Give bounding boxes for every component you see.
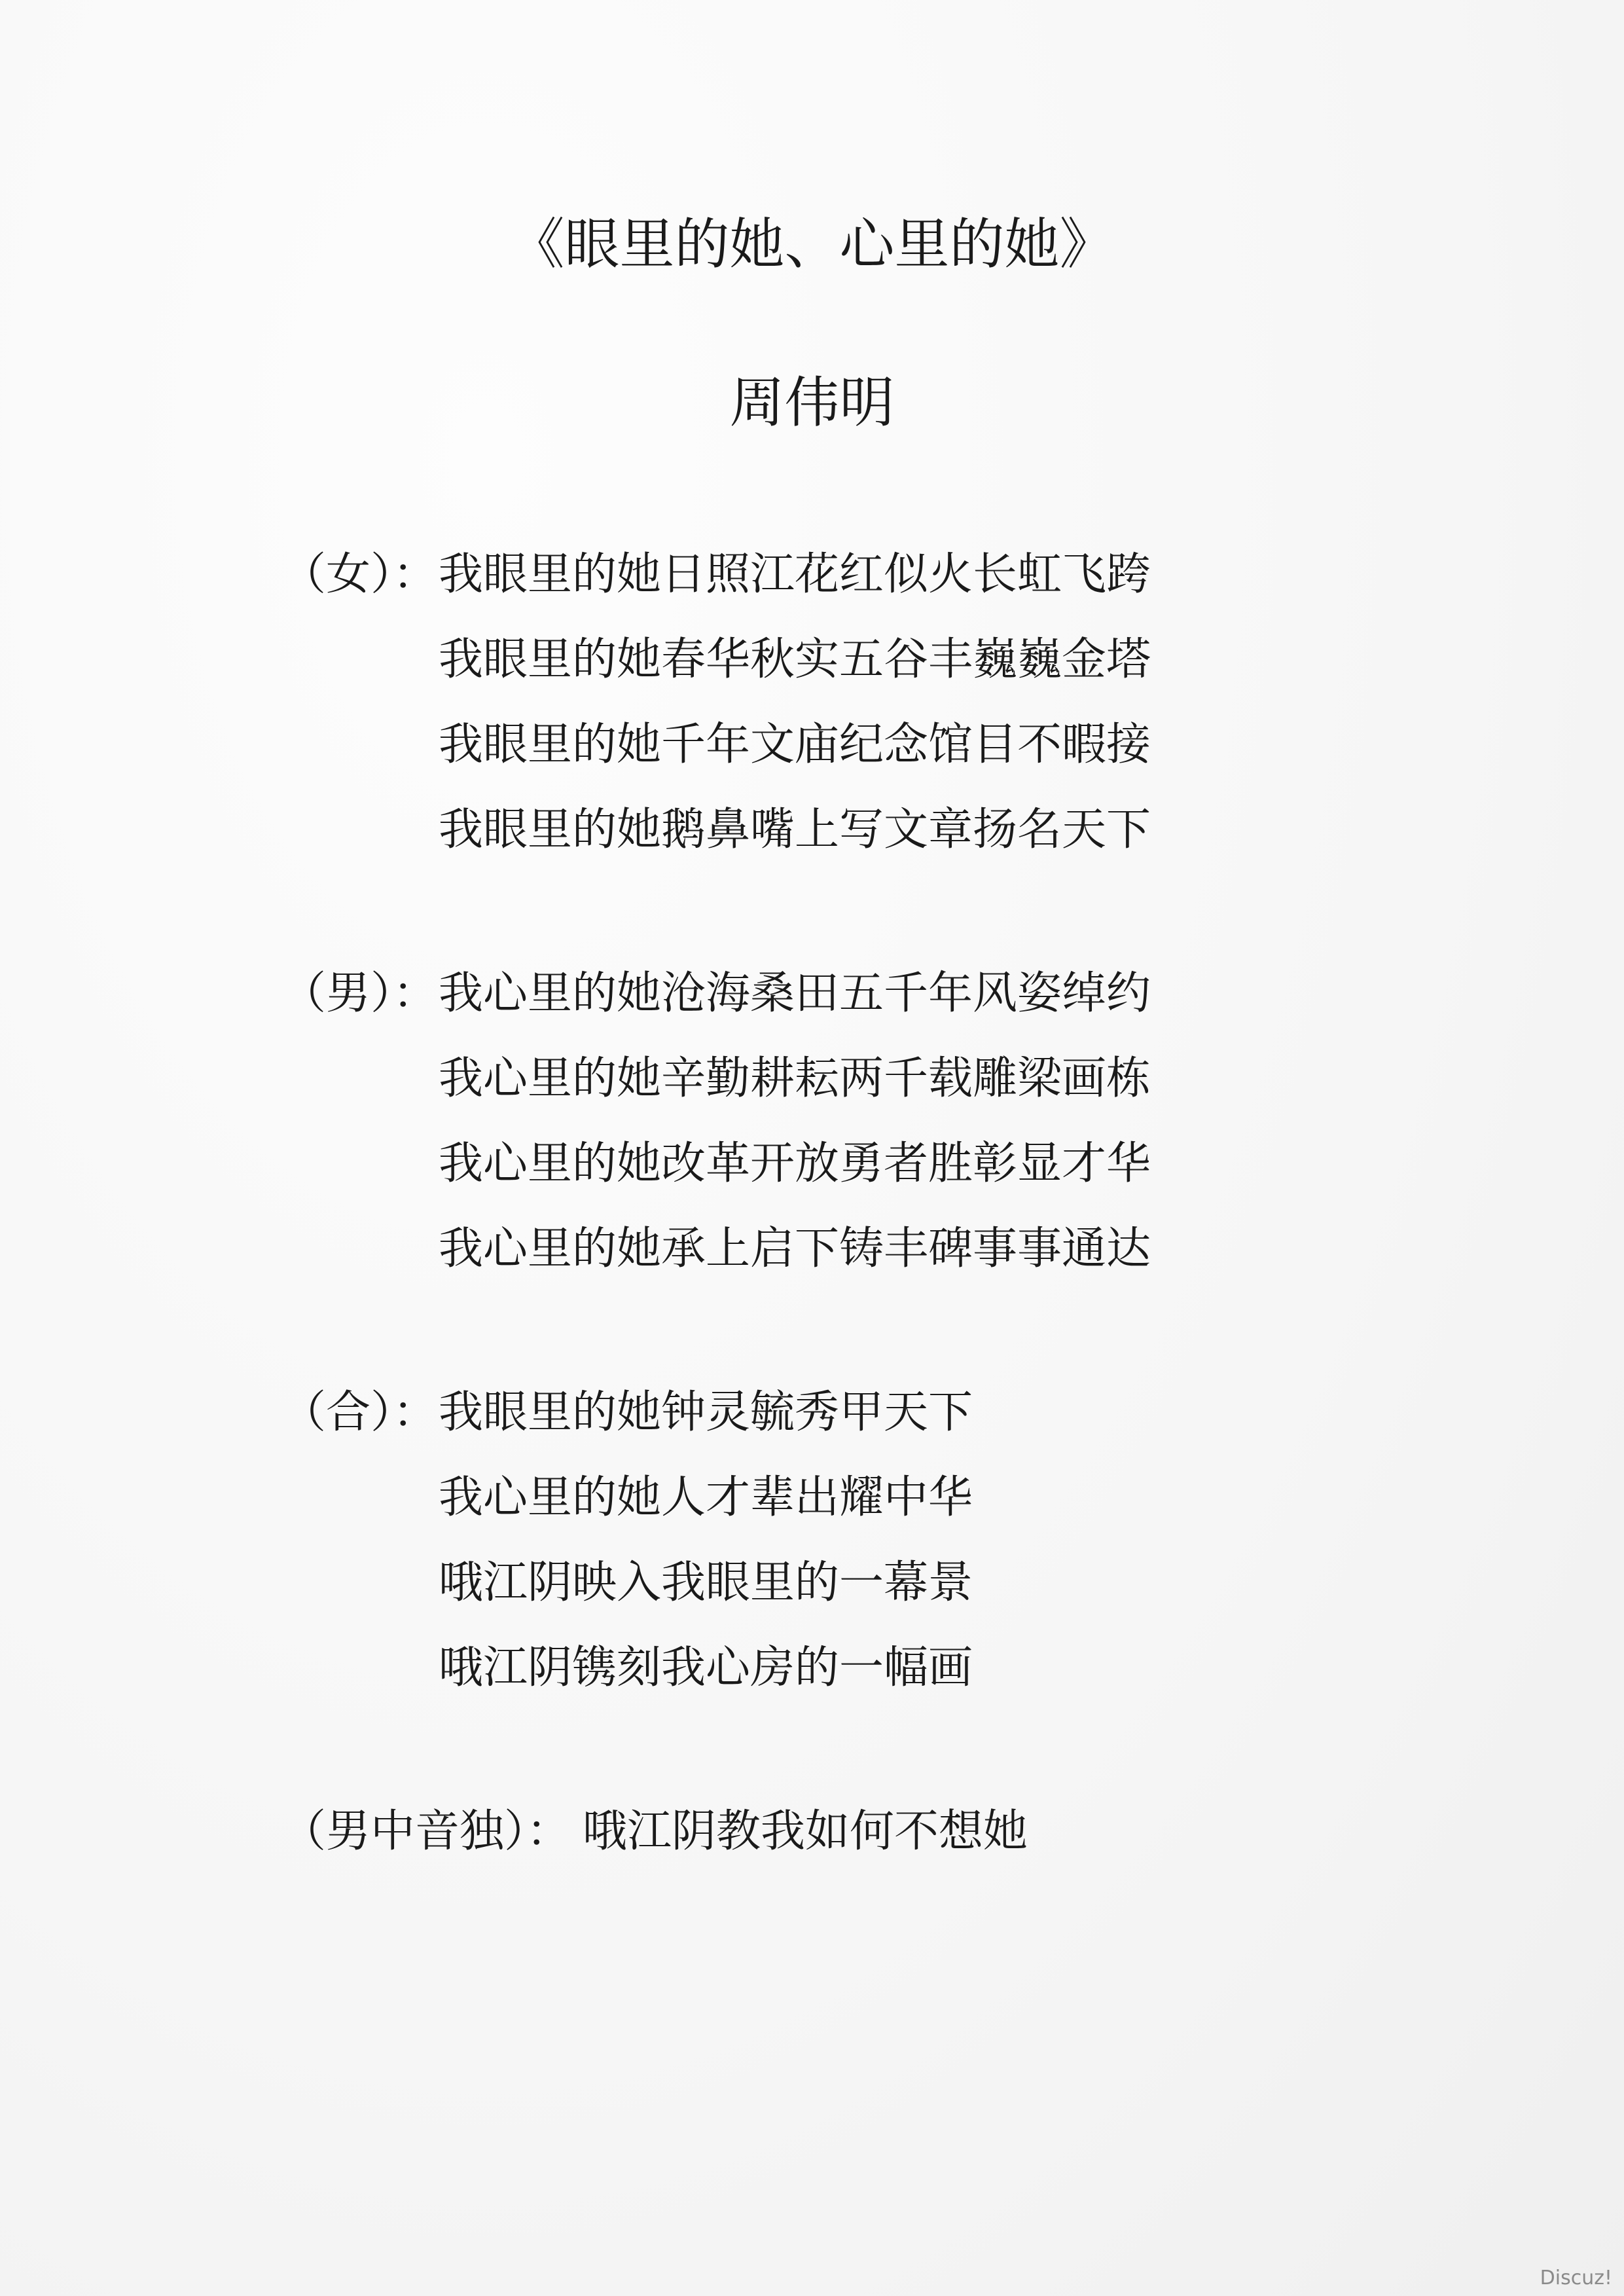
verse-text: 我眼里的她春华秋实五谷丰巍巍金塔 — [439, 634, 1151, 685]
speaker-label: （合）： — [281, 1387, 438, 1438]
verse-line — [281, 712, 1394, 797]
section-baritone-solo — [281, 1799, 1394, 1884]
section-male — [281, 961, 1394, 1302]
verse-text: 我眼里的她日照江花红似火长虹飞跨 — [439, 549, 1151, 600]
poem-author: 周伟明 — [729, 371, 895, 435]
verse-text: 我眼里的她钟灵毓秀甲天下 — [439, 1387, 973, 1438]
verse-line — [281, 1635, 1394, 1721]
verse-text: 我心里的她沧海桑田五千年风姿绰约 — [439, 968, 1151, 1019]
verse-text: 哦江阴教我如何不想她 — [583, 1806, 1028, 1857]
verse-text: 我心里的她承上启下铸丰碑事事通达 — [439, 1223, 1151, 1275]
verse-line — [281, 1465, 1394, 1550]
verse-line — [281, 961, 1394, 1046]
verse-text: 我眼里的她千年文庙纪念馆目不暇接 — [439, 719, 1151, 771]
speaker-label: （男中音独）： — [281, 1806, 571, 1857]
speaker-label: （男）： — [281, 968, 438, 1019]
verse-line — [281, 542, 1394, 627]
watermark-text: Discuz! — [1540, 2267, 1612, 2289]
speaker-label: （女）： — [281, 549, 438, 600]
verse-text: 哦江阴镌刻我心房的一幅画 — [439, 1642, 973, 1694]
verse-text: 我心里的她改革开放勇者胜彰显才华 — [439, 1138, 1151, 1190]
verse-line — [281, 797, 1394, 883]
section-female — [281, 542, 1394, 883]
verse-text: 我心里的她人才辈出耀中华 — [439, 1472, 973, 1523]
verse-line — [281, 1550, 1394, 1635]
verse-line — [281, 1046, 1394, 1131]
verse-text: 我心里的她辛勤耕耘两千载雕梁画栋 — [439, 1053, 1151, 1104]
verse-line — [281, 1131, 1394, 1216]
poem-title: 《眼里的她、心里的她》 — [509, 212, 1115, 276]
verse-line — [281, 1216, 1394, 1302]
verse-line — [281, 1799, 1394, 1884]
verse-text: 我眼里的她鹅鼻嘴上写文章扬名天下 — [439, 804, 1151, 856]
verse-line — [281, 1380, 1394, 1465]
verse-text: 哦江阴映入我眼里的一幕景 — [439, 1557, 973, 1609]
verse-line — [281, 627, 1394, 712]
section-chorus — [281, 1380, 1394, 1721]
